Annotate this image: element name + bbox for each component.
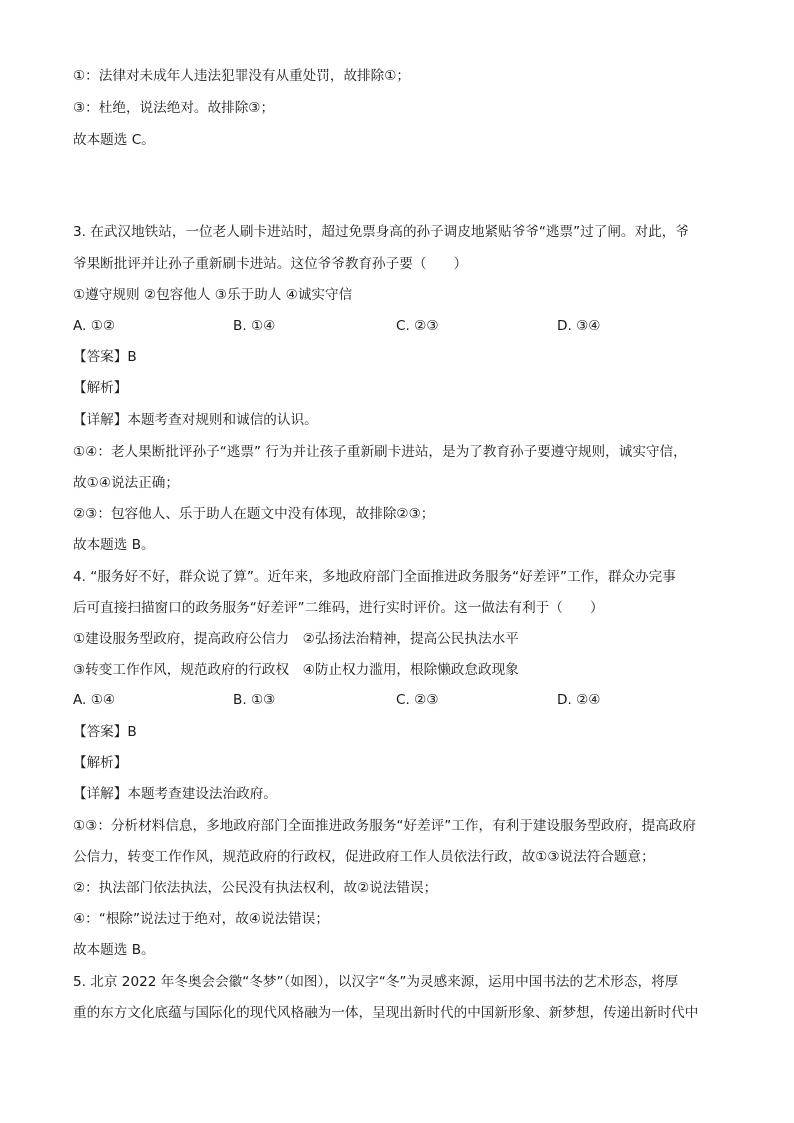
text-line: ③：杜绝，说法绝对。故排除③； <box>73 100 275 116</box>
question-5-stem: 重的东方文化底蕴与国际化的现代风格融为一体，呈现出新时代的中国新形象、新梦想，传递出新时代中 <box>73 1005 699 1021</box>
text-line: ②：执法部门依法执法，公民没有执法权利，故②说法错误； <box>73 880 438 896</box>
question-5-stem: 5. 北京 2022 年冬奥会会徽“冬梦”（如图），以汉字“冬”为灵感来源，运用中国书法的艺术形态，将厚 <box>73 974 679 990</box>
question-3-option-d: D. ③④ <box>557 318 601 334</box>
text-line: 故本题选 B。 <box>73 942 155 958</box>
text-line: ①：法律对未成年人违法犯罪没有从重处罚，故排除①； <box>73 68 411 84</box>
question-4-option-d: D. ②④ <box>557 692 601 708</box>
text-line: 故本题选 B。 <box>73 537 155 553</box>
question-3-option-c: C. ②③ <box>396 318 439 334</box>
question-3-answer: 【答案】B <box>73 349 137 365</box>
text-line: 故①④说法正确； <box>73 475 179 491</box>
question-3-stem: 爷果断批评并让孙子重新刷卡进站。这位爷爷教育孙子要（ ） <box>73 256 468 272</box>
question-3-items: ①遵守规则 ②包容他人 ③乐于助人 ④诚实守信 <box>73 287 353 303</box>
question-4-option-c: C. ②③ <box>396 692 439 708</box>
text-line: ①④：老人果断批评孙子“逃票” 行为并让孩子重新刷卡进站，是为了教育孙子要遵守规则，诚实守信， <box>73 444 687 460</box>
question-4-stem: 4. “服务好不好，群众说了算”。近年来，多地政府部门全面推进政务服务“好差评”工作，群众办完事 <box>73 569 676 585</box>
question-4-detail: 【详解】本题考查建设法治政府。 <box>73 786 277 802</box>
question-4-analysis-heading: 【解析】 <box>73 755 128 771</box>
question-4-stem: 后可直接扫描窗口的政务服务“好差评”二维码，进行实时评价。这一做法有利于（ ） <box>73 600 604 616</box>
question-4-answer: 【答案】B <box>73 724 137 740</box>
question-3-stem: 3. 在武汉地铁站，一位老人刷卡进站时，超过免票身高的孙子调皮地紧贴爷爷“逃票”过了闸。对此，爷 <box>73 224 689 240</box>
question-3-option-a: A. ①② <box>73 318 116 334</box>
text-line: ④：“根除”说法过于绝对，故④说法错误； <box>73 911 329 927</box>
question-4-option-b: B. ①③ <box>233 692 276 708</box>
question-3-option-b: B. ①④ <box>233 318 276 334</box>
question-4-option-a: A. ①④ <box>73 692 116 708</box>
text-line: 公信力，转变工作作风，规范政府的行政权，促进政府工作人员依法行政，故①③说法符合题意； <box>73 849 655 865</box>
text-line: ②③：包容他人、乐于助人在题文中没有体现，故排除②③； <box>73 506 435 522</box>
question-4-items: ①建设服务型政府，提高政府公信力 ②弘扬法治精神，提高公民执法水平 <box>73 631 519 647</box>
question-4-items: ③转变工作作风，规范政府的行政权 ④防止权力滥用，根除懒政怠政现象 <box>73 662 519 678</box>
text-line: ①③：分析材料信息，多地政府部门全面推进政务服务“好差评”工作，有利于建设服务型政府，提高政府 <box>73 818 696 834</box>
question-3-detail: 【详解】本题考查对规则和诚信的认识。 <box>73 412 318 428</box>
text-line: 故本题选 C。 <box>73 132 155 148</box>
question-3-analysis-heading: 【解析】 <box>73 380 128 396</box>
